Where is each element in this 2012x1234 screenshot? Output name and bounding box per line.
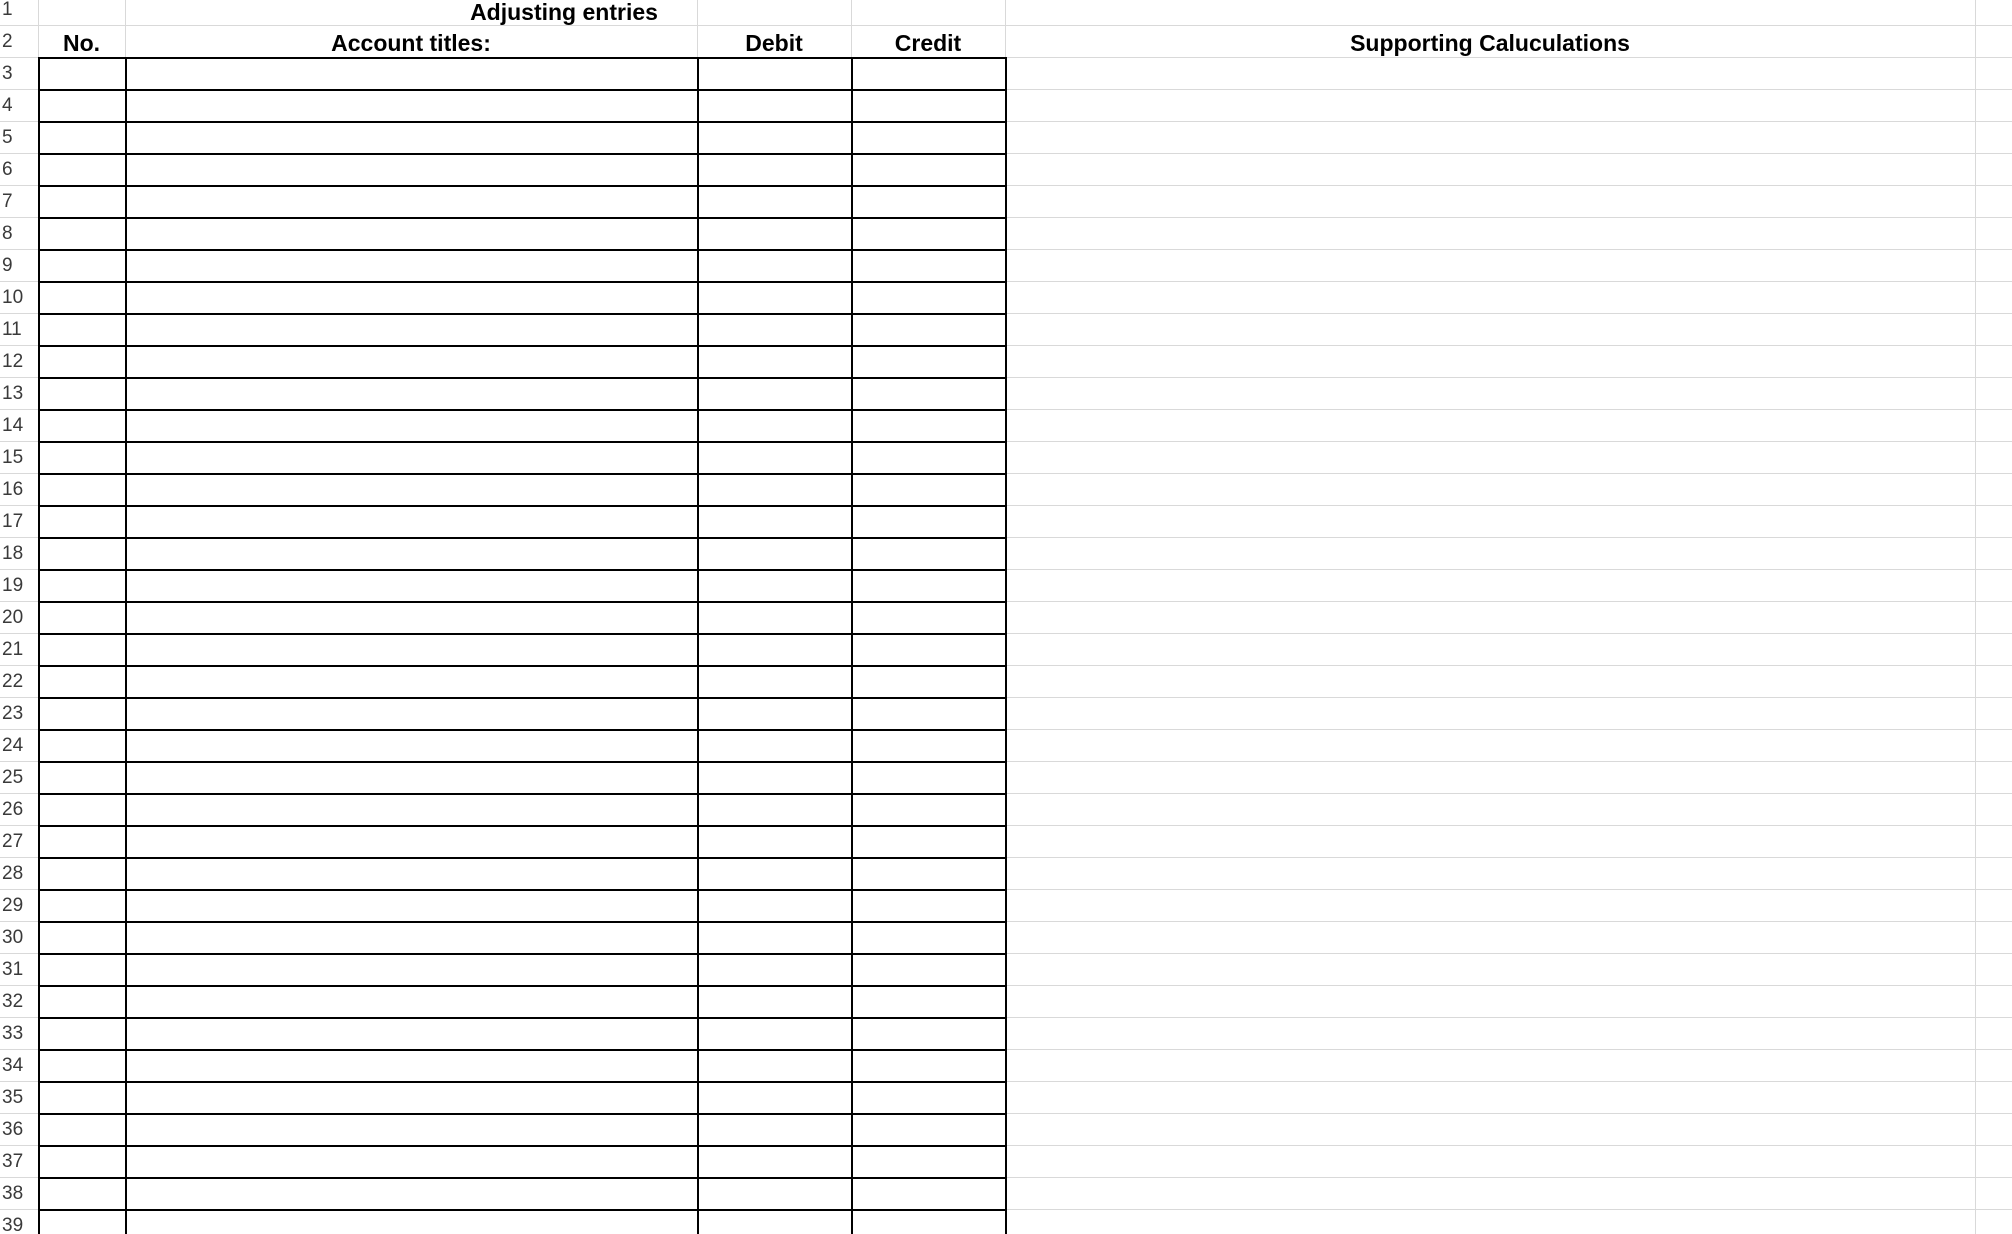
row-number[interactable]: 25: [2, 767, 24, 788]
account-title-cell[interactable]: [127, 763, 697, 793]
credit-cell[interactable]: [853, 603, 1005, 633]
no-cell[interactable]: [40, 859, 125, 889]
row-number[interactable]: 10: [2, 287, 24, 308]
debit-cell[interactable]: [699, 795, 851, 825]
credit-cell[interactable]: [853, 443, 1005, 473]
no-cell[interactable]: [40, 443, 125, 473]
credit-cell[interactable]: [853, 731, 1005, 761]
credit-cell[interactable]: [853, 763, 1005, 793]
no-cell[interactable]: [40, 379, 125, 409]
debit-cell[interactable]: [699, 443, 851, 473]
no-cell[interactable]: [40, 891, 125, 921]
debit-cell[interactable]: [699, 59, 851, 89]
debit-cell[interactable]: [699, 1115, 851, 1145]
no-cell[interactable]: [40, 635, 125, 665]
account-title-cell[interactable]: [127, 379, 697, 409]
account-title-cell[interactable]: [127, 443, 697, 473]
no-cell[interactable]: [40, 987, 125, 1017]
account-title-cell[interactable]: [127, 1147, 697, 1177]
credit-cell[interactable]: [853, 1019, 1005, 1049]
debit-cell[interactable]: [699, 507, 851, 537]
no-cell[interactable]: [40, 123, 125, 153]
credit-cell[interactable]: [853, 571, 1005, 601]
row-number[interactable]: 27: [2, 831, 24, 852]
row-number[interactable]: 18: [2, 543, 24, 564]
debit-cell[interactable]: [699, 635, 851, 665]
debit-cell[interactable]: [699, 731, 851, 761]
row-number[interactable]: 17: [2, 511, 24, 532]
debit-cell[interactable]: [699, 219, 851, 249]
row-number[interactable]: 23: [2, 703, 24, 724]
debit-cell[interactable]: [699, 1179, 851, 1209]
no-cell[interactable]: [40, 1179, 125, 1209]
no-cell[interactable]: [40, 475, 125, 505]
row-number[interactable]: 35: [2, 1087, 24, 1108]
row-number[interactable]: 24: [2, 735, 24, 756]
row-number[interactable]: 38: [2, 1183, 24, 1204]
no-cell[interactable]: [40, 1083, 125, 1113]
row-number[interactable]: 16: [2, 479, 24, 500]
debit-cell[interactable]: [699, 1051, 851, 1081]
row-number[interactable]: 15: [2, 447, 24, 468]
credit-cell[interactable]: [853, 1179, 1005, 1209]
row-number[interactable]: 3: [2, 63, 13, 84]
no-cell[interactable]: [40, 539, 125, 569]
credit-cell[interactable]: [853, 539, 1005, 569]
account-title-cell[interactable]: [127, 1083, 697, 1113]
credit-cell[interactable]: [853, 1115, 1005, 1145]
account-title-cell[interactable]: [127, 731, 697, 761]
debit-cell[interactable]: [699, 283, 851, 313]
credit-cell[interactable]: [853, 475, 1005, 505]
no-cell[interactable]: [40, 699, 125, 729]
row-number[interactable]: 12: [2, 351, 24, 372]
credit-cell[interactable]: [853, 1211, 1005, 1234]
row-number[interactable]: 6: [2, 159, 13, 180]
credit-cell[interactable]: [853, 59, 1005, 89]
credit-cell[interactable]: [853, 1083, 1005, 1113]
debit-cell[interactable]: [699, 859, 851, 889]
row-number[interactable]: 11: [2, 319, 22, 340]
debit-cell[interactable]: [699, 571, 851, 601]
debit-cell[interactable]: [699, 347, 851, 377]
account-title-cell[interactable]: [127, 315, 697, 345]
no-cell[interactable]: [40, 571, 125, 601]
account-title-cell[interactable]: [127, 347, 697, 377]
debit-cell[interactable]: [699, 1147, 851, 1177]
credit-cell[interactable]: [853, 411, 1005, 441]
credit-cell[interactable]: [853, 347, 1005, 377]
sheet-title[interactable]: Adjusting entries: [470, 0, 658, 25]
account-title-cell[interactable]: [127, 539, 697, 569]
account-title-cell[interactable]: [127, 411, 697, 441]
debit-cell[interactable]: [699, 667, 851, 697]
row-number[interactable]: 5: [2, 127, 13, 148]
account-title-cell[interactable]: [127, 859, 697, 889]
no-cell[interactable]: [40, 59, 125, 89]
account-title-cell[interactable]: [127, 91, 697, 121]
account-title-cell[interactable]: [127, 891, 697, 921]
row-number[interactable]: 36: [2, 1119, 24, 1140]
row-number[interactable]: 4: [2, 95, 13, 116]
row-number[interactable]: 13: [2, 383, 24, 404]
credit-cell[interactable]: [853, 283, 1005, 313]
account-title-cell[interactable]: [127, 1179, 697, 1209]
no-cell[interactable]: [40, 347, 125, 377]
credit-cell[interactable]: [853, 187, 1005, 217]
column-gridline: [1975, 0, 1976, 1234]
row-number[interactable]: 26: [2, 799, 24, 820]
row-number[interactable]: 39: [2, 1215, 24, 1234]
debit-cell[interactable]: [699, 699, 851, 729]
account-title-cell[interactable]: [127, 187, 697, 217]
account-title-cell[interactable]: [127, 955, 697, 985]
credit-cell[interactable]: [853, 155, 1005, 185]
debit-cell[interactable]: [699, 411, 851, 441]
credit-cell[interactable]: [853, 1147, 1005, 1177]
no-cell[interactable]: [40, 763, 125, 793]
account-title-cell[interactable]: [127, 603, 697, 633]
no-cell[interactable]: [40, 667, 125, 697]
header-account-titles[interactable]: Account titles:: [331, 30, 491, 56]
header-debit[interactable]: Debit: [745, 30, 803, 56]
no-cell[interactable]: [40, 411, 125, 441]
account-title-cell[interactable]: [127, 1211, 697, 1234]
account-title-cell[interactable]: [127, 667, 697, 697]
account-title-cell[interactable]: [127, 59, 697, 89]
account-title-cell[interactable]: [127, 251, 697, 281]
credit-cell[interactable]: [853, 315, 1005, 345]
no-cell[interactable]: [40, 923, 125, 953]
credit-cell[interactable]: [853, 923, 1005, 953]
account-title-cell[interactable]: [127, 283, 697, 313]
row-number[interactable]: 20: [2, 607, 24, 628]
credit-cell[interactable]: [853, 379, 1005, 409]
no-cell[interactable]: [40, 731, 125, 761]
account-title-cell[interactable]: [127, 219, 697, 249]
credit-cell[interactable]: [853, 635, 1005, 665]
debit-cell[interactable]: [699, 1211, 851, 1234]
no-cell[interactable]: [40, 1051, 125, 1081]
account-title-cell[interactable]: [127, 571, 697, 601]
debit-cell[interactable]: [699, 91, 851, 121]
row-number[interactable]: 7: [2, 191, 13, 212]
row-number[interactable]: 30: [2, 927, 24, 948]
account-title-cell[interactable]: [127, 923, 697, 953]
debit-cell[interactable]: [699, 539, 851, 569]
row-number[interactable]: 9: [2, 255, 13, 276]
credit-cell[interactable]: [853, 827, 1005, 857]
row-number[interactable]: 21: [2, 639, 24, 660]
debit-cell[interactable]: [699, 315, 851, 345]
debit-cell[interactable]: [699, 379, 851, 409]
table-column-border: [1005, 57, 1007, 1234]
no-cell[interactable]: [40, 219, 125, 249]
debit-cell[interactable]: [699, 475, 851, 505]
row-number[interactable]: 31: [2, 959, 24, 980]
credit-cell[interactable]: [853, 219, 1005, 249]
header-credit[interactable]: Credit: [894, 30, 962, 56]
row-number[interactable]: 32: [2, 991, 24, 1012]
row-number[interactable]: 22: [2, 671, 24, 692]
debit-cell[interactable]: [699, 827, 851, 857]
credit-cell[interactable]: [853, 795, 1005, 825]
row-number[interactable]: 19: [2, 575, 24, 596]
credit-cell[interactable]: [853, 91, 1005, 121]
credit-cell[interactable]: [853, 1051, 1005, 1081]
debit-cell[interactable]: [699, 251, 851, 281]
credit-cell[interactable]: [853, 859, 1005, 889]
no-cell[interactable]: [40, 1019, 125, 1049]
debit-cell[interactable]: [699, 955, 851, 985]
account-title-cell[interactable]: [127, 987, 697, 1017]
credit-cell[interactable]: [853, 955, 1005, 985]
account-title-cell[interactable]: [127, 1115, 697, 1145]
account-title-cell[interactable]: [127, 1051, 697, 1081]
row-number[interactable]: 37: [2, 1151, 24, 1172]
debit-cell[interactable]: [699, 155, 851, 185]
debit-cell[interactable]: [699, 891, 851, 921]
credit-cell[interactable]: [853, 507, 1005, 537]
row-number[interactable]: 8: [2, 223, 13, 244]
debit-cell[interactable]: [699, 1019, 851, 1049]
row-number[interactable]: 34: [2, 1055, 24, 1076]
no-cell[interactable]: [40, 827, 125, 857]
row-number[interactable]: 28: [2, 863, 24, 884]
account-title-cell[interactable]: [127, 635, 697, 665]
credit-cell[interactable]: [853, 123, 1005, 153]
account-title-cell[interactable]: [127, 475, 697, 505]
no-cell[interactable]: [40, 955, 125, 985]
no-cell[interactable]: [40, 795, 125, 825]
no-cell[interactable]: [40, 283, 125, 313]
debit-cell[interactable]: [699, 1083, 851, 1113]
row-number[interactable]: 29: [2, 895, 24, 916]
account-title-cell[interactable]: [127, 1019, 697, 1049]
account-title-cell[interactable]: [127, 155, 697, 185]
account-title-cell[interactable]: [127, 827, 697, 857]
debit-cell[interactable]: [699, 123, 851, 153]
no-cell[interactable]: [40, 1147, 125, 1177]
credit-cell[interactable]: [853, 251, 1005, 281]
no-cell[interactable]: [40, 315, 125, 345]
account-title-cell[interactable]: [127, 507, 697, 537]
no-cell[interactable]: [40, 187, 125, 217]
account-title-cell[interactable]: [127, 795, 697, 825]
debit-cell[interactable]: [699, 603, 851, 633]
row-number[interactable]: 1: [2, 0, 13, 20]
no-cell[interactable]: [40, 507, 125, 537]
debit-cell[interactable]: [699, 763, 851, 793]
row-number[interactable]: 33: [2, 1023, 24, 1044]
credit-cell[interactable]: [853, 667, 1005, 697]
no-cell[interactable]: [40, 1211, 125, 1234]
no-cell[interactable]: [40, 91, 125, 121]
debit-cell[interactable]: [699, 187, 851, 217]
header-supporting-calculations[interactable]: Supporting Caluculations: [1350, 30, 1630, 56]
debit-cell[interactable]: [699, 923, 851, 953]
account-title-cell[interactable]: [127, 699, 697, 729]
credit-cell[interactable]: [853, 987, 1005, 1017]
row-number[interactable]: 2: [2, 31, 13, 52]
header-no[interactable]: No.: [62, 30, 101, 56]
debit-cell[interactable]: [699, 987, 851, 1017]
credit-cell[interactable]: [853, 891, 1005, 921]
credit-cell[interactable]: [853, 699, 1005, 729]
no-cell[interactable]: [40, 603, 125, 633]
row-number[interactable]: 14: [2, 415, 24, 436]
account-title-cell[interactable]: [127, 123, 697, 153]
no-cell[interactable]: [40, 1115, 125, 1145]
no-cell[interactable]: [40, 155, 125, 185]
no-cell[interactable]: [40, 251, 125, 281]
